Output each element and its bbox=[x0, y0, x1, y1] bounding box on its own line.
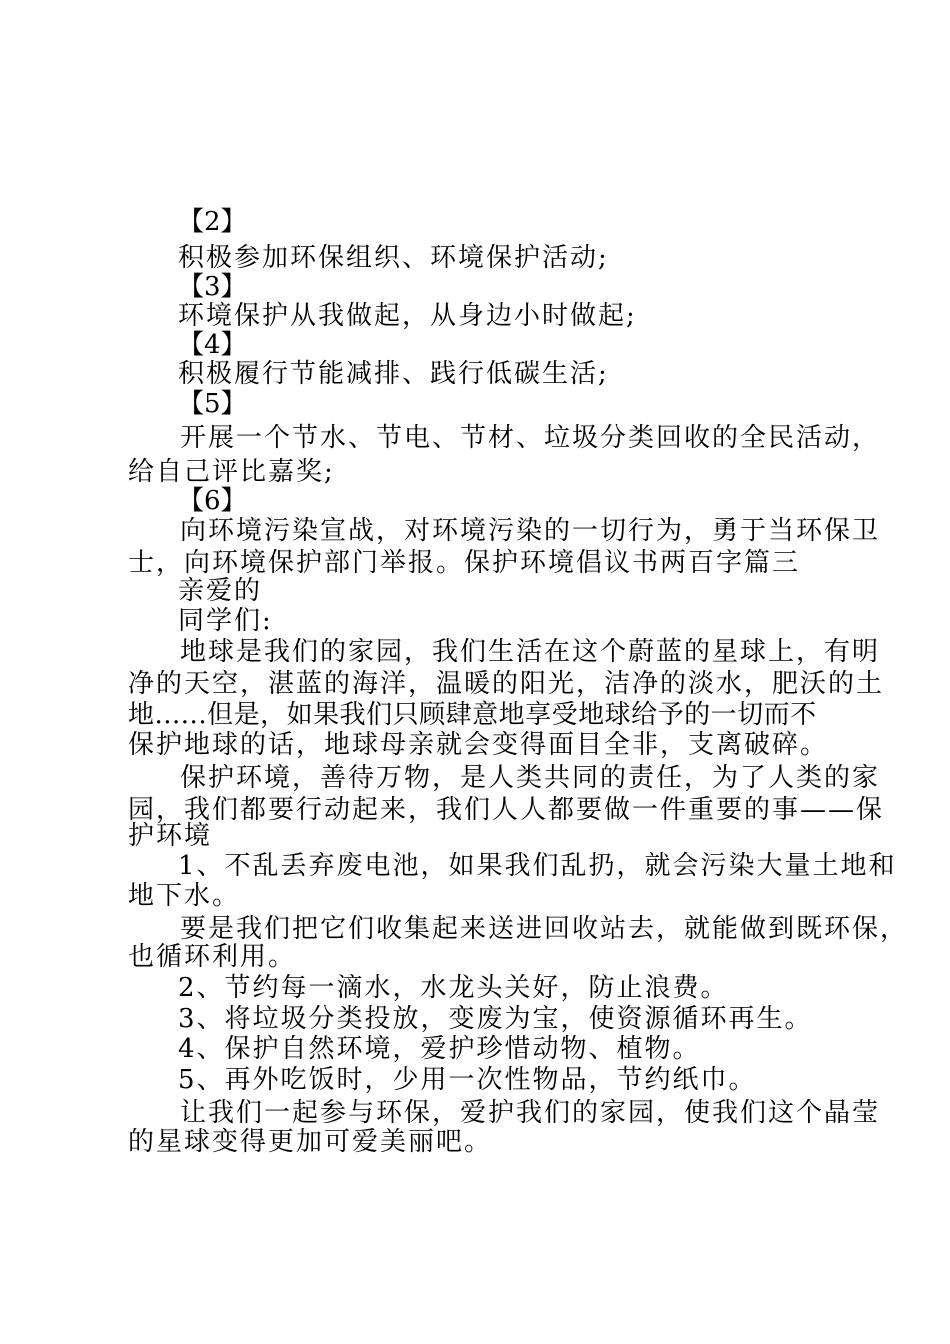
item-6-text-line-2: 士，向环境保护部门举报。保护环境倡议书两百字篇三 bbox=[128, 548, 801, 578]
paragraph-1-line-2: 净的天空，湛蓝的海洋，温暖的阳光，洁净的淡水，肥沃的土 bbox=[128, 669, 885, 699]
section-marker-5: 【5】 bbox=[178, 389, 247, 419]
item-4-text: 积极履行节能减排、践行低碳生活; bbox=[178, 359, 609, 389]
item-6-text-line-1: 向环境污染宣战，对环境污染的一切行为，勇于当环保卫 bbox=[180, 516, 881, 546]
salutation-1: 亲爱的 bbox=[178, 576, 263, 606]
point-1-line-2: 地下水。 bbox=[128, 881, 241, 911]
item-3-text: 环境保护从我做起，从身边小时做起; bbox=[178, 301, 637, 331]
paragraph-1-line-1: 地球是我们的家园，我们生活在这个蔚蓝的星球上，有明 bbox=[180, 637, 881, 667]
point-5: 5、再外吃饭时，少用一次性物品，节约纸巾。 bbox=[178, 1065, 757, 1095]
closing-line-2: 的星球变得更加可爱美丽吧。 bbox=[128, 1127, 493, 1157]
point-2: 2、节约每一滴水，水龙头关好，防止浪费。 bbox=[178, 973, 729, 1003]
section-marker-6: 【6】 bbox=[178, 486, 247, 516]
item-5-text-line-1: 开展一个节水、节电、节材、垃圾分类回收的全民活动， bbox=[180, 423, 881, 453]
paragraph-2-line-1: 保护环境，善待万物，是人类共同的责任，为了人类的家 bbox=[180, 763, 881, 793]
point-1-line-3: 要是我们把它们收集起来送进回收站去，就能做到既环保， bbox=[180, 914, 909, 944]
point-4: 4、保护自然环境，爱护珍惜动物、植物。 bbox=[178, 1034, 701, 1064]
paragraph-2-line-2: 园，我们都要行动起来，我们人人都要做一件重要的事——保 bbox=[128, 795, 885, 825]
paragraph-1-line-4: 保护地球的话，地球母亲就会变得面目全非，支离破碎。 bbox=[128, 730, 829, 760]
section-marker-2: 【2】 bbox=[178, 207, 247, 237]
item-5-text-line-2: 给自己评比嘉奖; bbox=[128, 457, 335, 487]
point-1-line-4: 也循环利用。 bbox=[128, 942, 297, 972]
paragraph-2-line-3: 护环境 bbox=[128, 821, 213, 851]
salutation-2: 同学们: bbox=[178, 606, 273, 636]
closing-line-1: 让我们一起参与环保，爱护我们的家园，使我们这个晶莹 bbox=[180, 1098, 881, 1128]
point-3: 3、将垃圾分类投放，变废为宝，使资源循环再生。 bbox=[178, 1004, 813, 1034]
point-1-line-1: 1、不乱丢弃废电池，如果我们乱扔，就会污染大量土地和 bbox=[178, 851, 897, 881]
paragraph-1-line-3: 地......但是，如果我们只顾肆意地享受地球给予的一切而不 bbox=[128, 700, 817, 730]
section-marker-3: 【3】 bbox=[178, 272, 247, 302]
section-marker-4: 【4】 bbox=[178, 330, 247, 360]
item-2-text: 积极参加环保组织、环境保护活动; bbox=[178, 243, 609, 273]
